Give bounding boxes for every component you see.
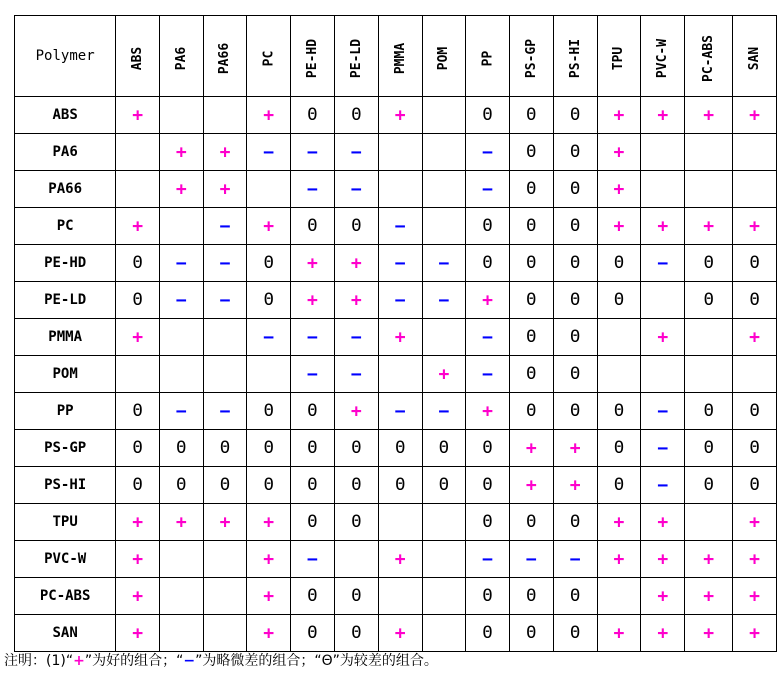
table-cell: +	[597, 97, 641, 134]
table-cell: +	[378, 615, 422, 652]
table-cell	[422, 541, 466, 578]
table-cell: Θ	[685, 430, 733, 467]
table-cell	[733, 134, 777, 171]
table-cell: −	[247, 319, 291, 356]
table-cell: Θ	[466, 97, 510, 134]
table-cell	[422, 134, 466, 171]
note-prefix: 注明：(1)“	[4, 653, 74, 669]
table-cell	[597, 319, 641, 356]
table-cell: Θ	[509, 504, 553, 541]
table-cell: −	[334, 319, 378, 356]
table-cell	[378, 356, 422, 393]
column-header-label: PC	[261, 50, 277, 66]
table-cell: +	[733, 319, 777, 356]
table-cell: +	[641, 319, 685, 356]
table-cell: Θ	[290, 615, 334, 652]
table-cell: Θ	[203, 430, 247, 467]
table-cell: −	[641, 245, 685, 282]
table-cell	[203, 97, 247, 134]
row-header: PS-HI	[15, 467, 116, 504]
table-cell: +	[203, 504, 247, 541]
table-cell: +	[641, 97, 685, 134]
row-header: PC	[15, 208, 116, 245]
table-cell: Θ	[597, 467, 641, 504]
note-minus-symbol: −	[183, 653, 196, 669]
table-cell: −	[466, 356, 510, 393]
table-cell: Θ	[597, 393, 641, 430]
table-cell: −	[466, 134, 510, 171]
column-header	[597, 16, 641, 97]
table-cell: +	[422, 356, 466, 393]
table-cell: Θ	[247, 467, 291, 504]
table-row	[15, 615, 777, 652]
column-header	[203, 16, 247, 97]
table-cell	[422, 615, 466, 652]
table-cell	[159, 319, 203, 356]
column-header-label: PP	[480, 50, 496, 66]
table-cell: Θ	[247, 430, 291, 467]
table-cell: Θ	[553, 393, 597, 430]
table-cell	[203, 578, 247, 615]
row-header: PE-LD	[15, 282, 116, 319]
table-cell: Θ	[509, 578, 553, 615]
table-cell	[422, 504, 466, 541]
table-cell: Θ	[334, 430, 378, 467]
column-header-label: PMMA	[392, 42, 408, 74]
table-cell	[116, 356, 160, 393]
table-cell	[641, 171, 685, 208]
table-cell	[116, 171, 160, 208]
table-cell: −	[334, 134, 378, 171]
table-row	[15, 578, 777, 615]
table-cell: Θ	[509, 208, 553, 245]
table-cell: −	[641, 467, 685, 504]
table-cell: +	[334, 245, 378, 282]
table-cell: Θ	[290, 97, 334, 134]
table-cell: +	[733, 578, 777, 615]
table-cell: −	[509, 541, 553, 578]
table-cell: −	[203, 245, 247, 282]
table-cell	[685, 134, 733, 171]
table-cell	[247, 171, 291, 208]
table-cell: +	[116, 319, 160, 356]
row-header: TPU	[15, 504, 116, 541]
table-cell: −	[290, 356, 334, 393]
table-cell: Θ	[116, 430, 160, 467]
table-cell: −	[466, 171, 510, 208]
table-cell	[203, 541, 247, 578]
table-cell: Θ	[378, 467, 422, 504]
table-cell: Θ	[509, 356, 553, 393]
table-cell	[159, 578, 203, 615]
table-cell: Θ	[553, 208, 597, 245]
table-cell: Θ	[466, 430, 510, 467]
column-header-label: PS-GP	[523, 38, 539, 78]
table-cell: Θ	[509, 97, 553, 134]
table-cell: +	[116, 541, 160, 578]
table-cell	[422, 97, 466, 134]
table-header-row	[15, 16, 777, 97]
table-cell: Θ	[247, 393, 291, 430]
table-cell: Θ	[553, 245, 597, 282]
table-cell: +	[247, 208, 291, 245]
table-cell: Θ	[247, 282, 291, 319]
table-cell	[159, 97, 203, 134]
table-row	[15, 467, 777, 504]
table-cell	[685, 319, 733, 356]
column-header-label: ABS	[130, 46, 146, 70]
table-cell: Θ	[685, 282, 733, 319]
table-cell	[247, 356, 291, 393]
table-cell: Θ	[597, 430, 641, 467]
table-cell: −	[159, 282, 203, 319]
table-row	[15, 356, 777, 393]
table-cell: −	[159, 393, 203, 430]
column-header-label: PA66	[217, 42, 233, 74]
table-cell: +	[641, 615, 685, 652]
table-cell: Θ	[553, 356, 597, 393]
table-cell: Θ	[290, 393, 334, 430]
table-cell: +	[290, 282, 334, 319]
table-cell: −	[466, 319, 510, 356]
table-cell: +	[597, 541, 641, 578]
table-cell: +	[509, 467, 553, 504]
table-cell: −	[334, 356, 378, 393]
table-cell: +	[116, 208, 160, 245]
table-cell: +	[733, 504, 777, 541]
table-cell: Θ	[334, 615, 378, 652]
table-cell: −	[378, 245, 422, 282]
column-header	[290, 16, 334, 97]
table-cell: +	[159, 134, 203, 171]
row-header: PVC-W	[15, 541, 116, 578]
table-cell	[597, 578, 641, 615]
table-cell: +	[334, 282, 378, 319]
table-body	[15, 97, 777, 652]
table-cell: −	[378, 282, 422, 319]
table-cell: Θ	[290, 208, 334, 245]
column-header	[509, 16, 553, 97]
column-header	[685, 16, 733, 97]
table-row	[15, 97, 777, 134]
table-cell: −	[290, 541, 334, 578]
table-cell: Θ	[378, 430, 422, 467]
table-cell: +	[553, 467, 597, 504]
polymer-compatibility-table	[14, 15, 777, 652]
column-header	[466, 16, 510, 97]
table-cell: Θ	[685, 393, 733, 430]
table-cell: Θ	[733, 282, 777, 319]
table-row	[15, 504, 777, 541]
table-cell	[159, 356, 203, 393]
table-cell: +	[685, 615, 733, 652]
table-cell	[116, 134, 160, 171]
table-cell: +	[641, 578, 685, 615]
column-header-label: PE-HD	[304, 38, 320, 78]
table-cell: −	[290, 171, 334, 208]
column-header	[641, 16, 685, 97]
legend-note	[4, 650, 438, 670]
table-cell: +	[116, 578, 160, 615]
table-cell: +	[203, 171, 247, 208]
table-cell	[422, 208, 466, 245]
row-header: PE-HD	[15, 245, 116, 282]
table-cell: −	[334, 171, 378, 208]
column-header	[422, 16, 466, 97]
table-cell: +	[466, 393, 510, 430]
row-header: PA6	[15, 134, 116, 171]
table-cell: Θ	[597, 245, 641, 282]
table-cell: +	[378, 319, 422, 356]
column-header-label: TPU	[611, 46, 627, 70]
table-cell: Θ	[553, 134, 597, 171]
table-cell: Θ	[733, 393, 777, 430]
table-cell: Θ	[466, 208, 510, 245]
table-cell	[685, 356, 733, 393]
column-header	[116, 16, 160, 97]
table-cell	[422, 578, 466, 615]
table-cell: +	[685, 208, 733, 245]
table-cell: Θ	[509, 134, 553, 171]
table-cell: Θ	[116, 245, 160, 282]
table-cell: Θ	[685, 245, 733, 282]
table-cell	[422, 319, 466, 356]
column-header	[334, 16, 378, 97]
table-cell: Θ	[203, 467, 247, 504]
table-cell: Θ	[509, 615, 553, 652]
row-header: PC-ABS	[15, 578, 116, 615]
table-cell: Θ	[733, 430, 777, 467]
table-cell: Θ	[685, 467, 733, 504]
table-cell	[159, 208, 203, 245]
table-cell: Θ	[159, 467, 203, 504]
table-cell: −	[641, 393, 685, 430]
table-cell: −	[290, 134, 334, 171]
table-row	[15, 245, 777, 282]
table-row	[15, 393, 777, 430]
table-row	[15, 171, 777, 208]
table-cell	[378, 171, 422, 208]
table-cell: +	[597, 615, 641, 652]
compatibility-table-container	[14, 15, 777, 652]
table-cell: Θ	[553, 504, 597, 541]
row-header: PS-GP	[15, 430, 116, 467]
table-cell	[641, 134, 685, 171]
row-header: SAN	[15, 615, 116, 652]
table-cell: Θ	[334, 504, 378, 541]
table-cell: Θ	[466, 615, 510, 652]
column-header-label: PC-ABS	[701, 34, 717, 82]
table-cell	[685, 171, 733, 208]
table-cell: −	[422, 393, 466, 430]
table-cell: +	[685, 578, 733, 615]
table-cell: +	[290, 245, 334, 282]
table-row	[15, 282, 777, 319]
table-cell: Θ	[116, 393, 160, 430]
table-cell: +	[685, 541, 733, 578]
table-cell: Θ	[553, 171, 597, 208]
table-cell: +	[159, 504, 203, 541]
column-header-label: SAN	[747, 46, 763, 70]
note-plus-text: ”为好的组合；“	[84, 653, 184, 669]
note-plus-symbol: +	[73, 653, 85, 669]
table-cell: +	[733, 97, 777, 134]
table-cell: Θ	[422, 430, 466, 467]
table-cell: Θ	[159, 430, 203, 467]
table-cell: +	[247, 615, 291, 652]
table-cell	[378, 134, 422, 171]
row-header: PP	[15, 393, 116, 430]
table-cell: +	[509, 430, 553, 467]
column-header-label: PE-LD	[348, 38, 364, 78]
table-cell: +	[334, 393, 378, 430]
table-cell: +	[116, 97, 160, 134]
table-cell	[378, 504, 422, 541]
table-cell: +	[641, 208, 685, 245]
table-cell: Θ	[422, 467, 466, 504]
row-header: PMMA	[15, 319, 116, 356]
table-cell: −	[422, 282, 466, 319]
table-row	[15, 541, 777, 578]
table-cell	[378, 578, 422, 615]
table-cell: −	[203, 393, 247, 430]
column-header	[733, 16, 777, 97]
table-cell: −	[641, 430, 685, 467]
table-cell: −	[159, 245, 203, 282]
table-cell: Θ	[334, 467, 378, 504]
table-cell: +	[159, 171, 203, 208]
table-cell: Θ	[116, 467, 160, 504]
table-cell: Θ	[466, 467, 510, 504]
table-cell: Θ	[509, 171, 553, 208]
table-cell: +	[685, 97, 733, 134]
table-cell: +	[466, 282, 510, 319]
table-cell: +	[733, 208, 777, 245]
table-cell: Θ	[733, 467, 777, 504]
table-cell: −	[247, 134, 291, 171]
table-cell	[641, 282, 685, 319]
table-cell: +	[597, 134, 641, 171]
column-header-label: POM	[436, 46, 452, 70]
table-cell: +	[247, 541, 291, 578]
table-row	[15, 208, 777, 245]
table-cell: −	[378, 208, 422, 245]
table-cell: −	[378, 393, 422, 430]
column-header	[553, 16, 597, 97]
table-cell: +	[733, 615, 777, 652]
table-cell: Θ	[116, 282, 160, 319]
table-cell: +	[203, 134, 247, 171]
note-theta-text: ”为较差的组合。	[332, 653, 438, 669]
table-cell: Θ	[466, 578, 510, 615]
table-cell: +	[116, 615, 160, 652]
corner-header: Polymer	[15, 16, 116, 97]
table-cell: +	[733, 541, 777, 578]
table-cell: +	[247, 97, 291, 134]
table-cell: Θ	[290, 504, 334, 541]
row-header: POM	[15, 356, 116, 393]
table-row	[15, 319, 777, 356]
table-cell: +	[247, 504, 291, 541]
table-cell	[422, 171, 466, 208]
table-cell	[733, 171, 777, 208]
table-cell	[334, 541, 378, 578]
column-header-label: PVC-W	[655, 38, 671, 78]
table-cell	[685, 504, 733, 541]
column-header-label: PS-HI	[567, 38, 583, 78]
table-cell: Θ	[553, 97, 597, 134]
note-theta-symbol: Θ	[321, 653, 333, 669]
table-cell: Θ	[553, 319, 597, 356]
table-cell: Θ	[466, 245, 510, 282]
table-cell: −	[203, 208, 247, 245]
table-cell: Θ	[334, 578, 378, 615]
table-cell: −	[553, 541, 597, 578]
table-cell: Θ	[509, 282, 553, 319]
table-cell	[203, 356, 247, 393]
table-cell: +	[378, 97, 422, 134]
table-row	[15, 134, 777, 171]
table-cell	[597, 356, 641, 393]
table-cell	[203, 615, 247, 652]
table-cell: Θ	[247, 245, 291, 282]
column-header-label: PA6	[173, 46, 189, 70]
table-cell	[159, 615, 203, 652]
row-header: ABS	[15, 97, 116, 134]
table-cell: +	[553, 430, 597, 467]
table-cell	[641, 356, 685, 393]
table-cell: +	[641, 541, 685, 578]
table-cell: Θ	[290, 430, 334, 467]
table-cell: Θ	[553, 615, 597, 652]
table-cell: −	[422, 245, 466, 282]
column-header	[378, 16, 422, 97]
table-row	[15, 430, 777, 467]
table-cell: Θ	[290, 467, 334, 504]
table-cell: +	[378, 541, 422, 578]
table-cell: Θ	[509, 393, 553, 430]
table-cell: +	[597, 504, 641, 541]
row-header: PA66	[15, 171, 116, 208]
table-cell: Θ	[597, 282, 641, 319]
column-header	[159, 16, 203, 97]
column-header	[247, 16, 291, 97]
table-cell: −	[290, 319, 334, 356]
table-cell: Θ	[553, 578, 597, 615]
table-cell: −	[203, 282, 247, 319]
table-cell: Θ	[334, 208, 378, 245]
note-minus-text: ”为略微差的组合；“	[195, 653, 322, 669]
table-cell: Θ	[733, 245, 777, 282]
table-cell: +	[247, 578, 291, 615]
table-cell: Θ	[466, 504, 510, 541]
table-cell: −	[466, 541, 510, 578]
table-cell	[733, 356, 777, 393]
table-cell: Θ	[509, 245, 553, 282]
table-cell: +	[641, 504, 685, 541]
table-cell	[159, 541, 203, 578]
table-cell: Θ	[290, 578, 334, 615]
table-cell: Θ	[553, 282, 597, 319]
table-cell: +	[597, 208, 641, 245]
table-cell: Θ	[509, 319, 553, 356]
table-cell: +	[597, 171, 641, 208]
table-cell: Θ	[334, 97, 378, 134]
table-cell: +	[116, 504, 160, 541]
table-cell	[203, 319, 247, 356]
